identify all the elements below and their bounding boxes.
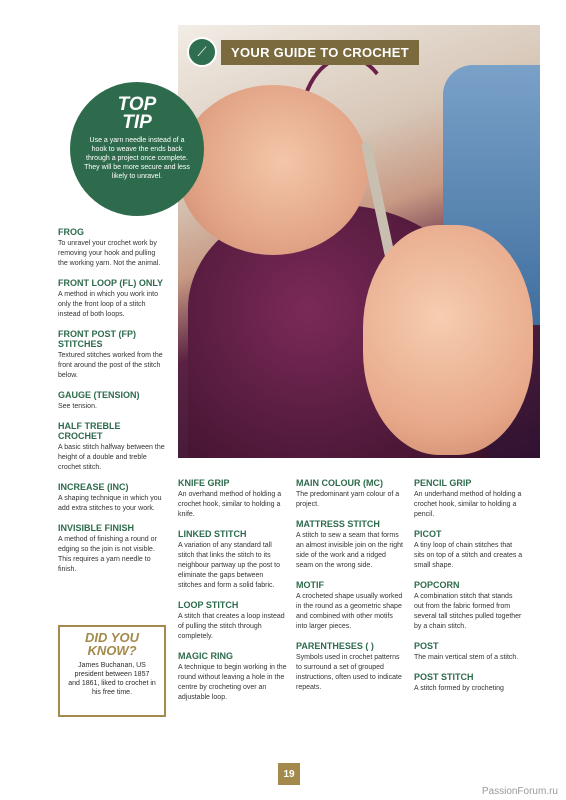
glossary-definition: A crocheted shape usually worked in the round as a geometric shape and combined with other motifs into larger pieces.: [296, 593, 403, 630]
glossary-definition: To unravel your crochet work by removing your hook and pulling the working yarn. Not the animal.: [58, 240, 161, 267]
glossary-definition: A basic stitch halfway between the height of a double and treble crochet stitch.: [58, 444, 165, 471]
glossary-definition: A stitch to sew a seam that forms an almost invisible join on the right side of the work and a ridged seam on the wrong side.: [296, 532, 404, 569]
glossary-term: INCREASE (INC): [58, 482, 129, 492]
yarn-hook-icon: ⟋: [187, 37, 217, 67]
top-tip-circle: [70, 82, 204, 216]
glossary-term: MOTIF: [296, 580, 324, 590]
did-you-know-box: [58, 625, 166, 717]
glossary-term: INVISIBLE FINISH: [58, 523, 135, 533]
photo-left-hand: [178, 85, 368, 255]
glossary-term: PICOT: [414, 529, 442, 539]
glossary-term: MATTRESS STITCH: [296, 519, 380, 529]
glossary-definition: A stitch that creates a loop instead of pulling the stitch through completely.: [178, 613, 285, 640]
top-tip-heading: TOP TIP: [117, 94, 157, 133]
glossary-definition: A combination stitch that stands out from the fabric formed from several tall stitches pulled together by a chain stitch.: [414, 593, 522, 630]
glossary-column-4: [414, 478, 524, 694]
glossary-term: MAIN COLOUR (MC): [296, 478, 383, 488]
glossary-definition: A stitch formed by crocheting: [414, 685, 504, 692]
glossary-definition: An overhand method of holding a crochet hook, similar to holding a knife.: [178, 491, 282, 518]
glossary-term: MAGIC RING: [178, 651, 233, 661]
glossary-definition: The main vertical stem of a stitch.: [414, 654, 519, 661]
glossary-definition: An underhand method of holding a crochet hook, similar to holding a pencil.: [414, 491, 522, 518]
glossary-definition: The predominant yarn colour of a project.: [296, 491, 400, 508]
banner-title: YOUR GUIDE TO CROCHET: [221, 40, 419, 65]
glossary-term: PARENTHESES ( ): [296, 641, 374, 651]
glossary-term: LINKED STITCH: [178, 529, 247, 539]
glossary-column-1: [58, 227, 166, 575]
glossary-term: LOOP STITCH: [178, 600, 239, 610]
section-banner: [187, 38, 419, 66]
glossary-term: GAUGE (TENSION): [58, 390, 140, 400]
glossary-definition: A technique to begin working in the round without leaving a hole in the centre by crocheting over an adjustable loop.: [178, 664, 287, 701]
page-number: 19: [278, 763, 300, 785]
did-you-know-text: James Buchanan, US president between 1857 and 1861, liked to crochet in his free time.: [68, 662, 156, 696]
glossary-definition: A variation of any standard tall stitch that links the stitch to its neighbour partway up the post to eliminate the gaps between stitches and form a solid fabric.: [178, 542, 280, 589]
glossary-definition: A tiny loop of chain stitches that sits on top of a stitch and creates a small shape.: [414, 542, 523, 569]
glossary-definition: Textured stitches worked from the front around the post of the stitch below.: [58, 352, 163, 379]
top-tip-text: Use a yarn needle instead of a hook to weave the ends back through a project once complete. They will be more secure and less likely to unravel.: [84, 137, 190, 180]
glossary-definition: Symbols used in crochet patterns to surround a set of grouped instructions, often used to indicate repeats.: [296, 654, 402, 691]
glossary-definition: A shaping technique in which you add extra stitches to your work.: [58, 495, 162, 512]
photo-right-hand: [363, 225, 533, 455]
watermark: PassionForum.ru: [481, 786, 558, 797]
glossary-term: FRONT POST (FP) STITCHES: [58, 329, 136, 349]
glossary-term: HALF TREBLE CROCHET: [58, 421, 121, 441]
glossary-term: POPCORN: [414, 580, 460, 590]
glossary-definition: See tension.: [58, 403, 97, 410]
glossary-column-3: [296, 478, 404, 693]
crochet-photo: [178, 25, 540, 458]
glossary-definition: A method in which you work into only the front loop of a stitch instead of both loops.: [58, 291, 158, 318]
glossary-term: POST: [414, 641, 439, 651]
did-you-know-heading: DID YOU KNOW?: [85, 630, 139, 658]
glossary-term: POST STITCH: [414, 672, 474, 682]
glossary-term: FRONT LOOP (FL) ONLY: [58, 278, 163, 288]
glossary-term: FROG: [58, 227, 84, 237]
glossary-definition: A method of finishing a round or edging so the join is not visible. This requires a yarn needle to finish.: [58, 536, 157, 573]
glossary-term: KNIFE GRIP: [178, 478, 230, 488]
glossary-term: PENCIL GRIP: [414, 478, 472, 488]
glossary-column-2: [178, 478, 288, 703]
